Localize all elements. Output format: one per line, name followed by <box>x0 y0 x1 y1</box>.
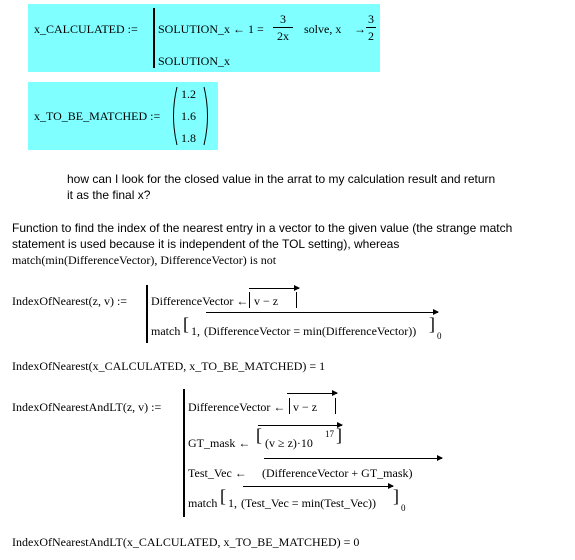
vector-entry: 1.2 <box>181 87 196 101</box>
vectorize-arrow <box>258 425 342 426</box>
x-to-be-matched-region[interactable] <box>28 82 218 150</box>
match-arg-one: 1, <box>191 324 200 338</box>
gt-mask-expr: (v ≥ z)·10 <box>265 436 313 450</box>
fraction-denominator: 2x <box>277 29 289 43</box>
match-keyword: match <box>188 496 218 510</box>
difference-vector-assign: DifferenceVector ← <box>151 294 249 308</box>
solve-keyword: solve, x <box>304 22 342 36</box>
index-of-nearest-and-lt-lhs: IndexOfNearestAndLT(z, v) := <box>12 400 162 414</box>
x-calculated-region[interactable] <box>28 4 380 72</box>
gt-mask-exponent: 17 <box>325 429 334 439</box>
difference-expr: v − z <box>293 400 318 414</box>
match-bracket-right: ] <box>393 486 399 506</box>
vectorize-arrow <box>287 393 337 394</box>
explanation-line-2: statement is used because it is independent of the TOL setting), whereas <box>12 237 400 251</box>
vector-entry: 1.8 <box>181 131 196 145</box>
vector-entry: 1.6 <box>181 109 196 123</box>
test-vec-expr: (DifferenceVector + GT_mask) <box>262 466 413 480</box>
explanation-line-3: match(min(DifferenceVector), DifferenceVector) is not <box>12 253 277 267</box>
index-of-nearest-lhs: IndexOfNearest(z, v) := <box>12 294 128 308</box>
solution-return: SOLUTION_x <box>158 54 230 68</box>
match-bracket-right: ] <box>429 314 435 334</box>
match-keyword: match <box>151 324 181 338</box>
question-line-2: it as the final x? <box>67 188 151 202</box>
gt-mask-assign: GT_mask ← <box>188 436 251 450</box>
explanation-line-1: Function to find the index of the nearest entry in a vector to the given value (the strange match <box>12 221 513 235</box>
result-denominator: 2 <box>368 29 374 43</box>
difference-vector-assign: DifferenceVector ← <box>188 400 286 414</box>
question-line-1: how can I look for the closed value in the arrat to my calculation result and return <box>67 172 496 186</box>
symbolic-arrow: → <box>354 22 366 36</box>
difference-expr: v − z <box>254 294 279 308</box>
index-of-nearest-result[interactable]: IndexOfNearest(x_CALCULATED, x_TO_BE_MATCHED) = 1 <box>12 359 326 373</box>
match-subscript: 0 <box>401 503 406 513</box>
abs-bar-left <box>249 292 250 308</box>
abs-bar-right <box>335 398 336 414</box>
index-of-nearest-and-lt-result[interactable]: IndexOfNearestAndLT(x_CALCULATED, x_TO_BE_MATCHED) = 0 <box>12 535 360 549</box>
program-bar <box>153 8 155 68</box>
abs-bar-left <box>289 398 290 414</box>
result-numerator: 3 <box>368 12 374 26</box>
match-bracket-left: [ <box>183 314 189 334</box>
test-vec-assign: Test_Vec ← <box>188 466 247 480</box>
vectorize-arrow <box>249 288 299 289</box>
match-condition: (Test_Vec = min(Test_Vec)) <box>241 496 377 510</box>
vectorize-arrow <box>264 458 442 459</box>
gt-mask-bracket-left: [ <box>256 425 262 445</box>
match-condition: (DifferenceVector = min(DifferenceVector)) <box>204 324 417 338</box>
match-subscript: 0 <box>437 331 442 341</box>
abs-bar-right <box>296 292 297 308</box>
program-bar <box>146 285 148 343</box>
program-bar <box>183 389 185 517</box>
match-bracket-left: [ <box>220 486 226 506</box>
vector-right-paren <box>203 86 211 146</box>
result-fraction-line <box>366 27 376 28</box>
gt-mask-bracket-right: ] <box>336 425 342 445</box>
vector-left-paren <box>170 86 178 146</box>
fraction-numerator: 3 <box>280 12 286 26</box>
match-arg-one: 1, <box>228 496 237 510</box>
vectorize-arrow <box>206 312 438 313</box>
vectorize-arrow <box>243 486 393 487</box>
fraction-line <box>273 27 293 28</box>
x-calculated-lhs: x_CALCULATED := <box>34 22 138 36</box>
solution-assign: SOLUTION_x ← 1 = <box>158 22 264 36</box>
x-to-be-matched-lhs: x_TO_BE_MATCHED := <box>34 109 161 123</box>
